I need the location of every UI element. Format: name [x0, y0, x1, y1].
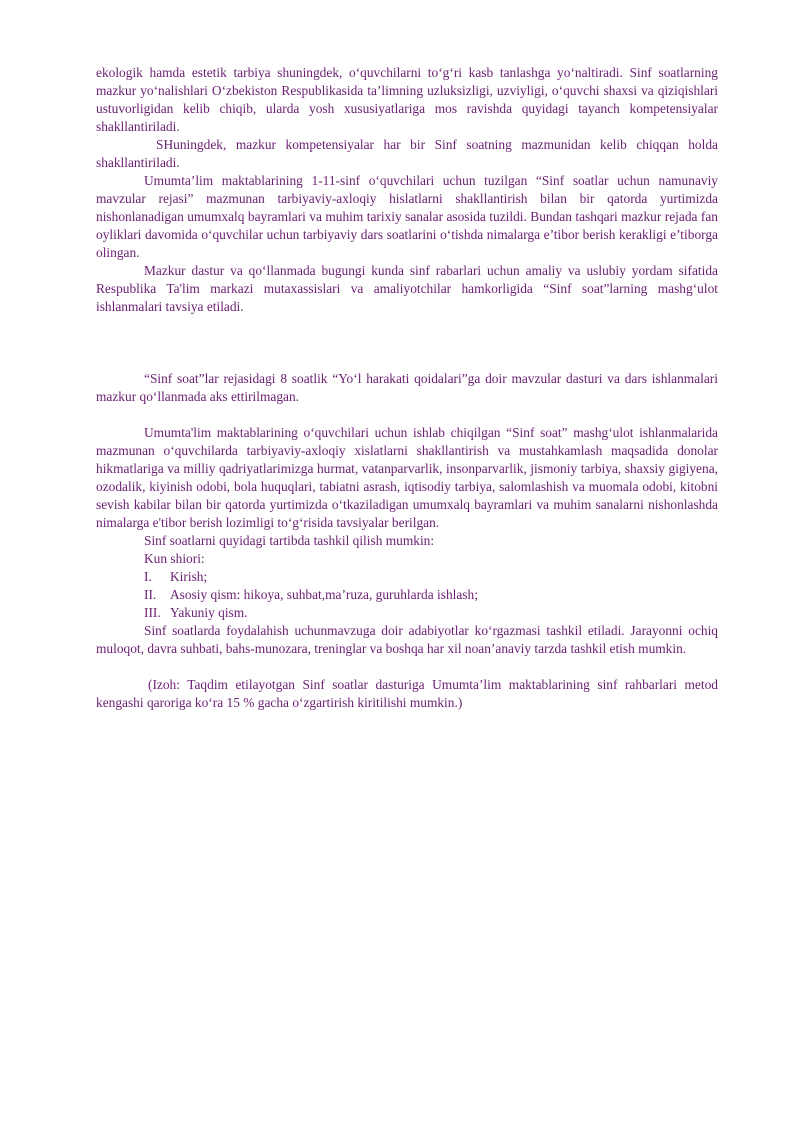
list-item — [96, 604, 718, 622]
paragraph-lessons: Umumta'lim maktablarining o‘quvchilari uchun ishlab chiqilgan “Sinf soat” mashg‘ulot ishlanmalarida mazmunan o‘quvchilarda tarbiyaviy-axloqiy xislatlarni shakllantirish va mustahkamlash maqsadida donolar hikmatlariga va milliy qadriyatlarimizga hurmat, vatanparvarlik, insonparvarlik, jismoniy tarbiya, shaxsiy gigiyena, ozodalik, kiyinish odobi, bola huquqlari, tabiatni asrash, iqtisodiy tarbiya, salomlashish va muomala odobi, kitobni sevish kabilar bilan bir qatorda yurtimizda o‘tkaziladigan umumxalq bayramlari va muhim sanalarni nishonlashda nimalarga e'tibor berish lozimligi to‘g‘risida tavsiyalar berilgan. — [96, 425, 718, 530]
list-item — [96, 568, 718, 586]
paragraph-competencies: SHuningdek, mazkur kompetensiyalar har bir Sinf soatning mazmunidan kelib chiqqan holda shakllantiriladi. — [96, 137, 718, 170]
spacer — [96, 316, 718, 370]
list-number: I. — [144, 569, 152, 584]
spacer — [96, 406, 718, 424]
list-number: III. — [144, 605, 161, 620]
paragraph-note: (Izoh: Taqdim etilayotgan Sinf soatlar dasturiga Umumta’lim maktablarining sinf rahbarlari metod kengashi qaroriga ko‘ra 15 % gacha o‘zgartirish kiritilishi mumkin.) — [96, 677, 718, 710]
paragraph-intro: ekologik hamda estetik tarbiya shuningdek, o‘quvchilarni to‘g‘ri kasb tanlashga yo‘naltiradi. Sinf soatlarning mazkur yo‘nalishlari O‘zbekiston Respublikasida ta’limning uzluksizligi, uzviyligi, o‘quvchi shaxsi va qiziqishlari ustuvorligidan kelib chiqib, ularda yosh xususiyatlariga mos ravishda quyidagi tayanch kompetensiyalar shakllantiriladi. — [96, 65, 718, 134]
list-text: Asosiy qism: hikoya, suhbat,ma’ruza, guruhlarda ishlash; — [170, 587, 478, 602]
paragraph-program: Mazkur dastur va qo‘llanmada bugungi kunda sinf rabarlari uchun amaliy va uslubiy yordam sifatida Respublika Ta'lim markazi mutaxassislari va amaliyotchilar hamkorligida “Sinf soat”larning mashg‘ulot ishlanmalari tavsiya etiladi. — [96, 263, 718, 314]
spacer — [96, 658, 718, 676]
list-text: Yakuniy qism. — [170, 605, 248, 620]
list-text: Kirish; — [170, 569, 208, 584]
paragraph-order: Sinf soatlarni quyidagi tartibda tashkil qilish mumkin: — [144, 533, 435, 548]
document-page — [96, 64, 718, 712]
paragraph-motto: Kun shiori: — [144, 551, 205, 566]
list-item — [96, 586, 718, 604]
paragraph-plan: Umumta’lim maktablarining 1-11-sinf o‘quvchilari uchun tuzilgan “Sinf soatlar uchun namunaviy mavzular rejasi” mazmunan tarbiyaviy-axloqiy hislatlarni shakllantirish bilan bir qatorda yurtimizda nishonlanadigan umumxalq bayramlari va muhim tarixiy sanalar asosida tuzildi. Bundan tashqari mazkur rejada fan oyliklari davomida o‘quvchilar uchun tarbiyaviy dars soatlarini o‘tishda nimalarga e’tibor berish kerakligi e’tiborga olingan. — [96, 173, 718, 260]
list-number: II. — [144, 587, 157, 602]
paragraph-activities: Sinf soatlarda foydalahish uchunmavzuga doir adabiyotlar ko‘rgazmasi tashkil etiladi. Jarayonni ochiq muloqot, davra suhbati, bahs-munozara, treninglar va boshqa har xil noan’anaviy tarzda tashkil etish mumkin. — [96, 623, 718, 656]
paragraph-traffic-rules: “Sinf soat”lar rejasidagi 8 soatlik “Yo‘l harakati qoidalari”ga doir mavzular dasturi va dars ishlanmalari mazkur qo‘llanmada aks ettirilmagan. — [96, 371, 718, 404]
